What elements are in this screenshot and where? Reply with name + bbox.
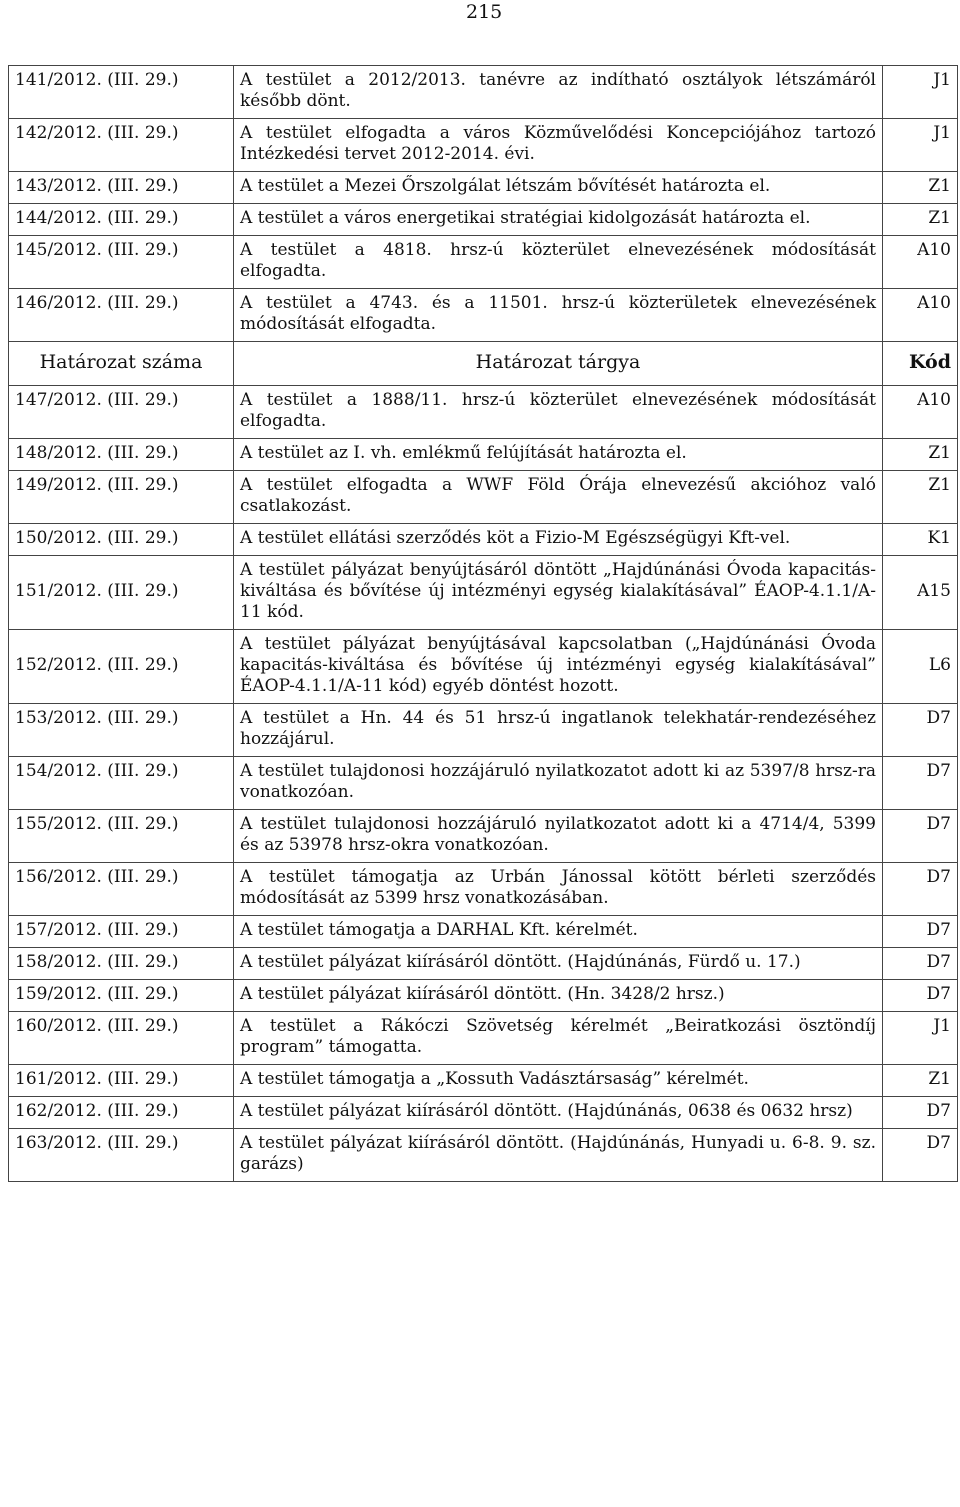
decision-row: [9, 704, 958, 757]
decision-number: 149/2012. (III. 29.): [9, 471, 234, 524]
decision-number: 153/2012. (III. 29.): [9, 704, 234, 757]
decision-number: 155/2012. (III. 29.): [9, 810, 234, 863]
decisions-table-body: [9, 66, 958, 1182]
decision-number: 154/2012. (III. 29.): [9, 757, 234, 810]
decision-code: J1: [883, 66, 958, 119]
decision-row: [9, 204, 958, 236]
decision-number: 146/2012. (III. 29.): [9, 289, 234, 342]
decision-number: 156/2012. (III. 29.): [9, 863, 234, 916]
decision-code: D7: [883, 810, 958, 863]
decision-number: 145/2012. (III. 29.): [9, 236, 234, 289]
decision-number: 158/2012. (III. 29.): [9, 948, 234, 980]
decision-row: [9, 948, 958, 980]
decision-code: D7: [883, 980, 958, 1012]
decision-code: Z1: [883, 204, 958, 236]
decisions-table: [8, 65, 958, 1182]
decision-subject: A testület elfogadta a város Közművelődési Koncepciójához tartozó Intézkedési tervet 2012-2014. évi.: [234, 119, 883, 172]
decision-code: Z1: [883, 471, 958, 524]
decision-row: [9, 119, 958, 172]
decision-number: 141/2012. (III. 29.): [9, 66, 234, 119]
decision-code: Z1: [883, 172, 958, 204]
decision-code: Z1: [883, 1065, 958, 1097]
decision-subject: A testület a 2012/2013. tanévre az indítható osztályok létszámáról később dönt.: [234, 66, 883, 119]
decision-row: [9, 757, 958, 810]
decision-row: [9, 236, 958, 289]
decision-subject: A testület ellátási szerződés köt a Fizio-M Egészségügyi Kft-vel.: [234, 524, 883, 556]
decision-number: 157/2012. (III. 29.): [9, 916, 234, 948]
decision-code: A10: [883, 386, 958, 439]
decision-subject: A testület a város energetikai stratégiai kidolgozását határozta el.: [234, 204, 883, 236]
header-decision-subject: Határozat tárgya: [234, 342, 883, 386]
decision-number: 159/2012. (III. 29.): [9, 980, 234, 1012]
decision-subject: A testület a Rákóczi Szövetség kérelmét „Beiratkozási ösztöndíj program” támogatta.: [234, 1012, 883, 1065]
decision-code: J1: [883, 119, 958, 172]
page-number: 215: [466, 1, 503, 23]
decision-subject: A testület pályázat kiírásáról döntött. (Hn. 3428/2 hrsz.): [234, 980, 883, 1012]
decision-row: [9, 172, 958, 204]
decision-subject: A testület az I. vh. emlékmű felújítását határozta el.: [234, 439, 883, 471]
decision-row: [9, 980, 958, 1012]
decision-number: 161/2012. (III. 29.): [9, 1065, 234, 1097]
decision-code: A15: [883, 556, 958, 630]
decision-subject: A testület a 1888/11. hrsz-ú közterület elnevezésének módosítását elfogadta.: [234, 386, 883, 439]
decision-subject: A testület a 4818. hrsz-ú közterület elnevezésének módosítását elfogadta.: [234, 236, 883, 289]
header-code: Kód: [883, 342, 958, 386]
decision-row: [9, 66, 958, 119]
decision-subject: A testület pályázat kiírásáról döntött. (Hajdúnánás, Hunyadi u. 6-8. 9. sz. garázs): [234, 1129, 883, 1182]
decision-number: 150/2012. (III. 29.): [9, 524, 234, 556]
decision-subject: A testület a Mezei Őrszolgálat létszám bővítését határozta el.: [234, 172, 883, 204]
decision-code: D7: [883, 863, 958, 916]
decision-number: 147/2012. (III. 29.): [9, 386, 234, 439]
decision-number: 151/2012. (III. 29.): [9, 556, 234, 630]
table-header-row: [9, 342, 958, 386]
decision-row: [9, 1097, 958, 1129]
decision-code: L6: [883, 630, 958, 704]
decision-subject: A testület a 4743. és a 11501. hrsz-ú közterületek elnevezésének módosítását elfogadta.: [234, 289, 883, 342]
decision-row: [9, 630, 958, 704]
decision-row: [9, 289, 958, 342]
decision-subject: A testület támogatja a DARHAL Kft. kérelmét.: [234, 916, 883, 948]
decision-number: 143/2012. (III. 29.): [9, 172, 234, 204]
decision-code: D7: [883, 1129, 958, 1182]
decision-code: D7: [883, 916, 958, 948]
decision-row: [9, 386, 958, 439]
decision-code: D7: [883, 948, 958, 980]
decision-code: Z1: [883, 439, 958, 471]
decision-number: 142/2012. (III. 29.): [9, 119, 234, 172]
decision-row: [9, 471, 958, 524]
decision-number: 160/2012. (III. 29.): [9, 1012, 234, 1065]
decision-code: D7: [883, 704, 958, 757]
decision-row: [9, 916, 958, 948]
decision-subject: A testület pályázat kiírásáról döntött. (Hajdúnánás, Fürdő u. 17.): [234, 948, 883, 980]
header-decision-number: Határozat száma: [9, 342, 234, 386]
decision-number: 162/2012. (III. 29.): [9, 1097, 234, 1129]
decision-row: [9, 810, 958, 863]
decision-subject: A testület pályázat benyújtásáról döntött „Hajdúnánási Óvoda kapacitás-kiváltása és bővítése új intézményi egység kialakításával” ÉAOP-4.1.1/A-11 kód.: [234, 556, 883, 630]
decision-row: [9, 1012, 958, 1065]
decision-number: 152/2012. (III. 29.): [9, 630, 234, 704]
decision-subject: A testület pályázat kiírásáról döntött. (Hajdúnánás, 0638 és 0632 hrsz): [234, 1097, 883, 1129]
decision-subject: A testület a Hn. 44 és 51 hrsz-ú ingatlanok telekhatár-rendezéséhez hozzájárul.: [234, 704, 883, 757]
decision-subject: A testület pályázat benyújtásával kapcsolatban („Hajdúnánási Óvoda kapacitás-kiváltása és bővítése új intézményi egység kialakításával” ÉAOP-4.1.1/A-11 kód) egyéb döntést hozott.: [234, 630, 883, 704]
decision-subject: A testület tulajdonosi hozzájáruló nyilatkozatot adott ki az 5397/8 hrsz-ra vonatkozóan.: [234, 757, 883, 810]
decision-number: 144/2012. (III. 29.): [9, 204, 234, 236]
decision-subject: A testület tulajdonosi hozzájáruló nyilatkozatot adott ki a 4714/4, 5399 és az 53978 hrsz-okra vonatkozóan.: [234, 810, 883, 863]
decision-code: D7: [883, 757, 958, 810]
decision-subject: A testület elfogadta a WWF Föld Órája elnevezésű akcióhoz való csatlakozást.: [234, 471, 883, 524]
decision-code: A10: [883, 289, 958, 342]
decision-subject: A testület támogatja az Urbán Jánossal kötött bérleti szerződés módosítását az 5399 hrsz vonatkozásában.: [234, 863, 883, 916]
decision-number: 163/2012. (III. 29.): [9, 1129, 234, 1182]
decision-row: [9, 1065, 958, 1097]
decision-code: K1: [883, 524, 958, 556]
decision-row: [9, 556, 958, 630]
decision-subject: A testület támogatja a „Kossuth Vadásztársaság” kérelmét.: [234, 1065, 883, 1097]
decision-number: 148/2012. (III. 29.): [9, 439, 234, 471]
decision-code: A10: [883, 236, 958, 289]
decision-row: [9, 524, 958, 556]
decision-code: J1: [883, 1012, 958, 1065]
decision-code: D7: [883, 1097, 958, 1129]
decision-row: [9, 439, 958, 471]
decision-row: [9, 1129, 958, 1182]
decision-row: [9, 863, 958, 916]
